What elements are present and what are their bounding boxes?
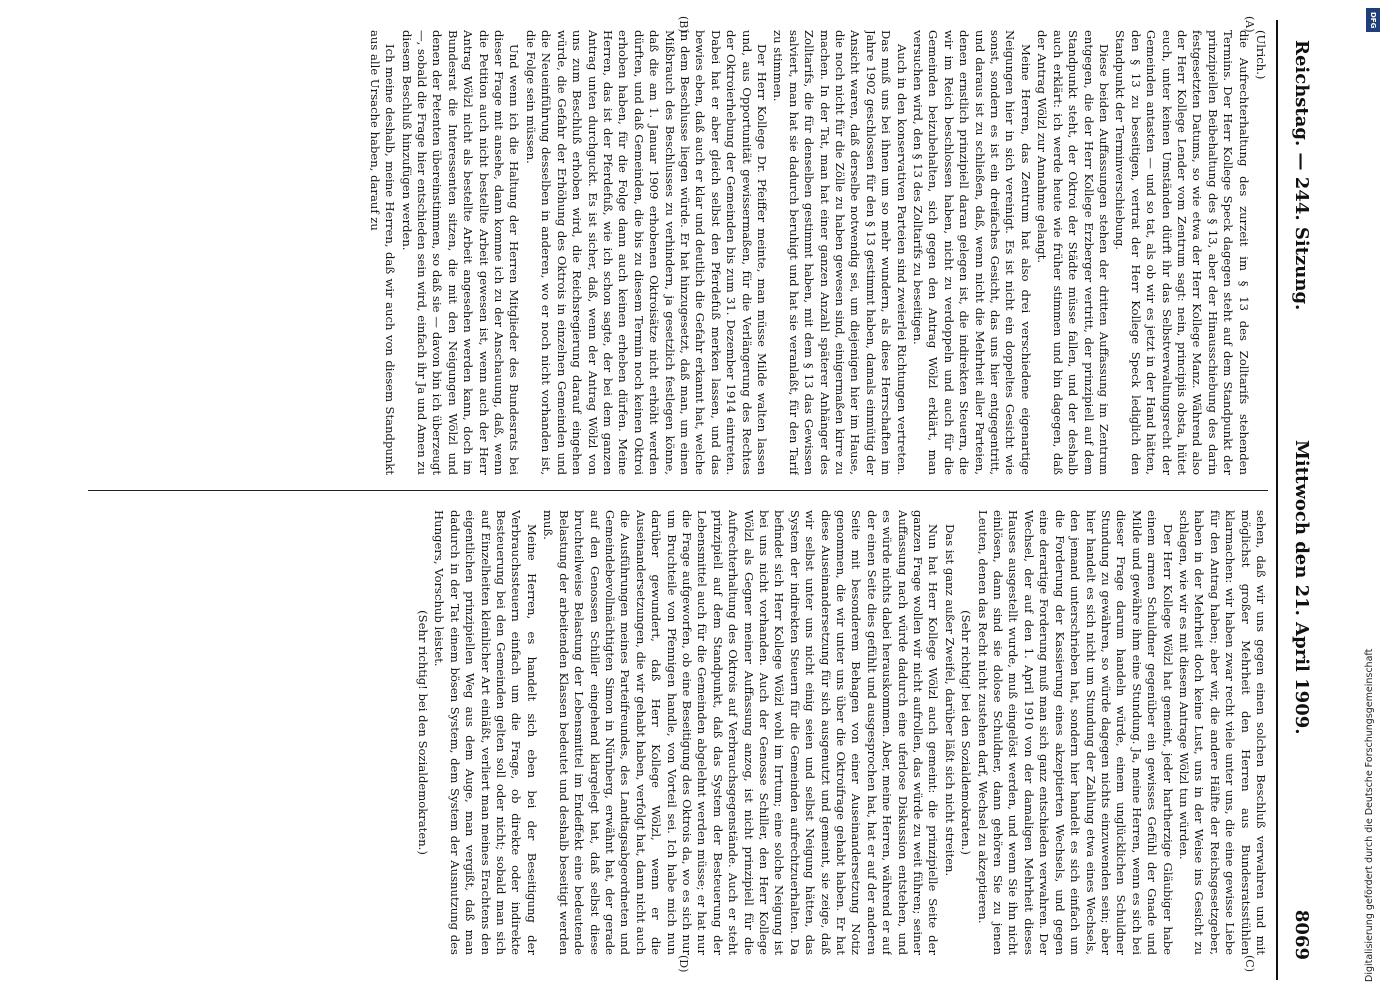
paragraph: sehen, daß wir uns gegen einen solchen Beschluß verwahren und mit möglichst großer Mehrheit den Herren aus Bundesratsstühlen klarmachen: wir haben zwar recht viele unter uns, die eine gewisse Liebe für den Antrag haben; aber wir, die andere Hälfte der Reichsgesetzgeber, haben in der Mehrheit doch keine Lust, uns in der Weise ins Gesicht zu schlagen, wie wir es mit diesem Antrage Wölzl tun würden. [1176, 510, 1268, 955]
paragraph: Das ist ganz außer Zweifel, darüber läßt sich nicht streiten. [942, 524, 957, 877]
column-divider [88, 490, 1268, 491]
paragraph: Der Herr Kollege Wölzl hat gemeint, jeder hartherzige Gläubiger habe einem armen Schuldner gegenüber ein gewisses Gefühl der Gnade und Milde und gewähre ihm eine Stundung. Ja, meine Herren, wenn es sich bei dieser Frage darum handeln würde, einem unglücklichen Schuldner Stundung zu gewähren, so würde dagegen nichts einzuwenden sein; aber hier handelt es sich nicht um Stundung der Zahlung etwa eines Wechsels, den jemand unterschrieben hat, sondern hier handelt es sich einfach um die Forderung der Kassierung eines akzeptierten Wechsels, und gegen eine derartige Forderung muß man sich ganz entschieden verwahren. Der Wechsel, der auf den 1. April 1910 von der damaligen Mehrheit dieses Hauses ausgestellt wurde, muß eingelöst werden, und wenn Sie ihn nicht einlösen, dann sind sie dolose Schuldner, dann gehören Sie zu jenen Leuten, denen das Recht nicht zustehen darf, Wechsel zu akzeptieren. [975, 510, 1175, 955]
margin-marker-d: (D) [677, 955, 690, 973]
dfg-logo: DFG [1366, 8, 1380, 32]
paragraph: Und wenn ich die Haltung der Herren Mitglieder des Bundesrats bei dieser Frage mit ansehe, dann komme ich zu der Anschauung, daß, wenn die Petition auch nicht bestellte Arbeit gewesen ist, wenn auch der Herr Antrag Wölzl nicht als bestellte Arbeit angesehen werden kann, doch im Bundesrat die Interessenten sitzen, die mit den Neigungen Wölzl und denen der Petenten übereinstimmen, so daß sie — davon bin ich überzeugt —, sobald die Frage hier entschieden sein wird, einfach ihr Ja und Amen zu diesem Beschluß hinzufügen werden. [399, 30, 522, 475]
page-number: 8069 [1291, 909, 1312, 960]
credit-line [1364, 12, 1378, 982]
margin-marker-a: (A) [1243, 16, 1256, 33]
margin-marker-c: (C) [1243, 955, 1256, 972]
paragraph: Nun hat Herr Kollege Wölzl auch gemeint: die prinzipielle Seite der ganzen Frage wollen wir nicht aufrollen, das würde zu weit führen; seiner Auffassung nach würde dadurch eine uferlose Diskussion entstehen, und es würde nichts dabei herauskommen. Aber, meine Herren, während er auf der einen Seite dies gefühlt und ausgesprochen hat, hat er auf der anderen Seite mit besonderem Behagen von einer Auseinandersetzung Notiz genommen, die wir unter uns über die Oktroifrage gehabt haben. Er hat diese Auseinandersetzung für sich ausgenutzt und gemeint, sie zeige, daß wir selbst unter uns nicht einig seien und selbst Neigung hätten, das System der indirekten Steuern für die Gemeinden aufrechtzuerhalten. Da befindet sich Herr Kollege Wölzl wohl im Irrtum; eine solche Neigung ist bei uns nicht vorhanden. Auch der Genosse Schiller, den Herr Kollege Wölzl als Gegner meiner Auffassung anzog, ist nicht prinzipiell für die Aufrechterhaltung des Oktrois auf Verbrauchsgegenstände. Auch er steht prinzipiell auf dem Standpunkt, daß das System der Besteuerung der Lebensmittel auch für die Gemeinden abgelehnt werden müsse; er hat nur die Frage aufgeworfen, ob eine Beseitigung des Oktrois da, wo es sich nur um Bruchteile von Pfennigen handle, von Vorteil sei. Ich habe mich nun darüber gewundert, daß Herr Kollege Wölzl, wenn er die Auseinandersetzungen, die wir gehabt haben, verfolgt hat, dann nicht auch die Ausführungen meines Parteifreundes, des Landtagsabgeordneten und Gemeindebevollmächtigten Simon in Nürnberg, erwähnt hat, der gerade auf den Genossen Schiller eingehend klargelegt hat, daß selbst diese bruchteilweise Belastung der Lebensmittel im Endeffekt eine bedeutende Belastung der arbeitenden Klassen bedeutet und deshalb beseitigt werden muß. [541, 510, 941, 955]
paragraph: Auch in den konservativen Parteien sind zweierlei Richtungen vertreten. Das muß uns bei ihnen um so mehr wundern, als diese Herrschaften im Jahre 1902 geschlossen für den § 13 gestimmt haben, damals einmütig der Ansicht waren, daß derselbe notwendig sei, um diejenigen hier im Hause, die noch nicht für die Zölle zu haben gewesen sind, einigermaßen kirre zu machen. In der Tat, man hat einer ganzen Anzahl späterer Anhänger des Zolltarifs, die für denselben gestimmt haben, mit dem § 13 das Gewissen salviert, man hat sie dadurch beruhigt und hat sie veranlaßt, für den Tarif zu stimmen. [771, 30, 909, 475]
header-rule [1276, 20, 1278, 980]
interjection: (Sehr richtig! bei den Sozialdemokraten.) [959, 610, 974, 855]
rotated-page [20, 16, 1320, 980]
paragraph: die Aufrechterhaltung des zurzeit im § 13 des Zolltarifs stehenden Termins. Der Herr Kollege Speck dagegen steht auf dem Standpunkt der prinzipiellen Beibehaltung des § 13, aber der Hinausschiebung des darin festgesetzten Datums, so wie etwa der Herr Kollege Manz. Während also der Herr Kollege Lender vom Zentrum sagt: nein, principiis obsta, hütet euch, unter keinen Umständen dürft ihr das Selbstverwaltungsrecht der Gemeinden antasten — und so tat, als ob wir es jetzt in der Hand hätten, den § 13 zu beseitigen, vertrat der Herr Kollege Speck lediglich den Standpunkt der Terminverschiebung. [1113, 30, 1251, 475]
credit-text: Digitalisierung gefördert durch die Deutsche Forschungsgemeinschaft [1364, 648, 1375, 982]
interjection: (Sehr richtig! bei den Sozialdemokraten.) [416, 610, 431, 855]
left-column [88, 30, 1268, 475]
speaker-name: (Ulrich.) [1254, 30, 1268, 80]
paragraph: Der Herr Kollege Dr. Pfeiffer meinte, man müsse Milde walten lassen und, aus Opportunität gewissermaßen, für die Verlängerung des Rechtes der Oktroierhebung der Gemeinden bis zum 31. Dezember 1914 eintreten. Dabei hat er aber gleich selbst den Pferdefuß merken lassen, und das bewies eben, daß auch er klar und deutlich die Gefahr erkannt hat, welche in dem Beschlusse liegen würde. Er hat hinzugesetzt, daß man, um einen Mißbrauch des Beschlusses zu verhindern, ja gesetzlich festlegen könne, daß die am 1. Januar 1909 erhobenen Oktroisätze nicht erhöht werden dürften, und daß Gemeinden, die bis zu diesem Termin noch keinen Oktroi erhoben haben, für die Folge dann auch keinen erheben dürfen. Meine Herren, das ist der Pferdefuß, wie ich schon sagte, der bei dem ganzen Antrag unten durchguckt. Es ist sicher, daß, wenn der Antrag Wölzl von uns zum Beschluß erhoben wird, die Reichsregierung darauf eingehen würde, die Gefahr der Erhöhung des Oktrois in einzelnen Gemeinden und die Neueinführung desselben in anderen, wo er noch nicht vorhanden ist, die Folge sein müssen. [523, 30, 769, 475]
paragraph: Diese beiden Auffassungen stehen der dritten Auffassung im Zentrum entgegen, die der Herr Kollege Erzberger vertritt, der prinzipiell auf dem Standpunkt steht, der Oktroi der Städte müsse fallen, und der deshalb auch erklärt: ich werde heute wie früher stimmen und bin dagegen, daß der Antrag Wölzl zur Annahme gelangt. [1035, 30, 1111, 475]
page-header [1280, 20, 1320, 980]
header-date: Mittwoch den 21. April 1909. [1291, 440, 1312, 735]
paragraph: Meine Herren, es handelt sich eben bei der Beseitigung der Verbrauchssteuern einfach um die Frage, ob direkte oder indirekte Besteuerung bei den Gemeinden gelten soll oder nicht; sobald man sich auf Einzelheiten kleinlicher Art einläßt, verliert man meines Erachtens den eigentlichen prinzipiellen Weg aus dem Auge, man vergißt, daß man dadurch in der Tat einem bösen System, dem System der Ausnutzung des Hungers, Vorschub leistet. [432, 510, 539, 955]
paragraph: Meine Herren, das Zentrum hat also drei verschiedene eigenartige Neigungen hier in sich vereinigt. Es ist nicht ein doppeltes Gesicht wie sonst, sondern es ist ein dreifaches Gesicht, das uns hier entgegentritt, und daraus ist zu schließen, daß, wenn nicht die Mehrheit aller Parteien, denen ernstlich prinzipiell daran gelegen ist, die indirekten Steuern, die wir im Reich beschlossen haben, nicht zu verdoppeln und auch für die Gemeinden beizubehalten, sich gegen den Antrag Wölzl erklärt, man versuchen wird, den § 13 des Zolltarifs zu beseitigen. [911, 30, 1033, 475]
header-left: Reichstag. — 244. Sitzung. [1291, 40, 1312, 311]
paragraph: Ich meine deshalb, meine Herren, daß wir auch von diesem Standpunkt aus alle Ursache haben, darauf zu [367, 30, 398, 475]
right-column [88, 510, 1268, 955]
margin-marker-b: (B) [677, 16, 690, 33]
